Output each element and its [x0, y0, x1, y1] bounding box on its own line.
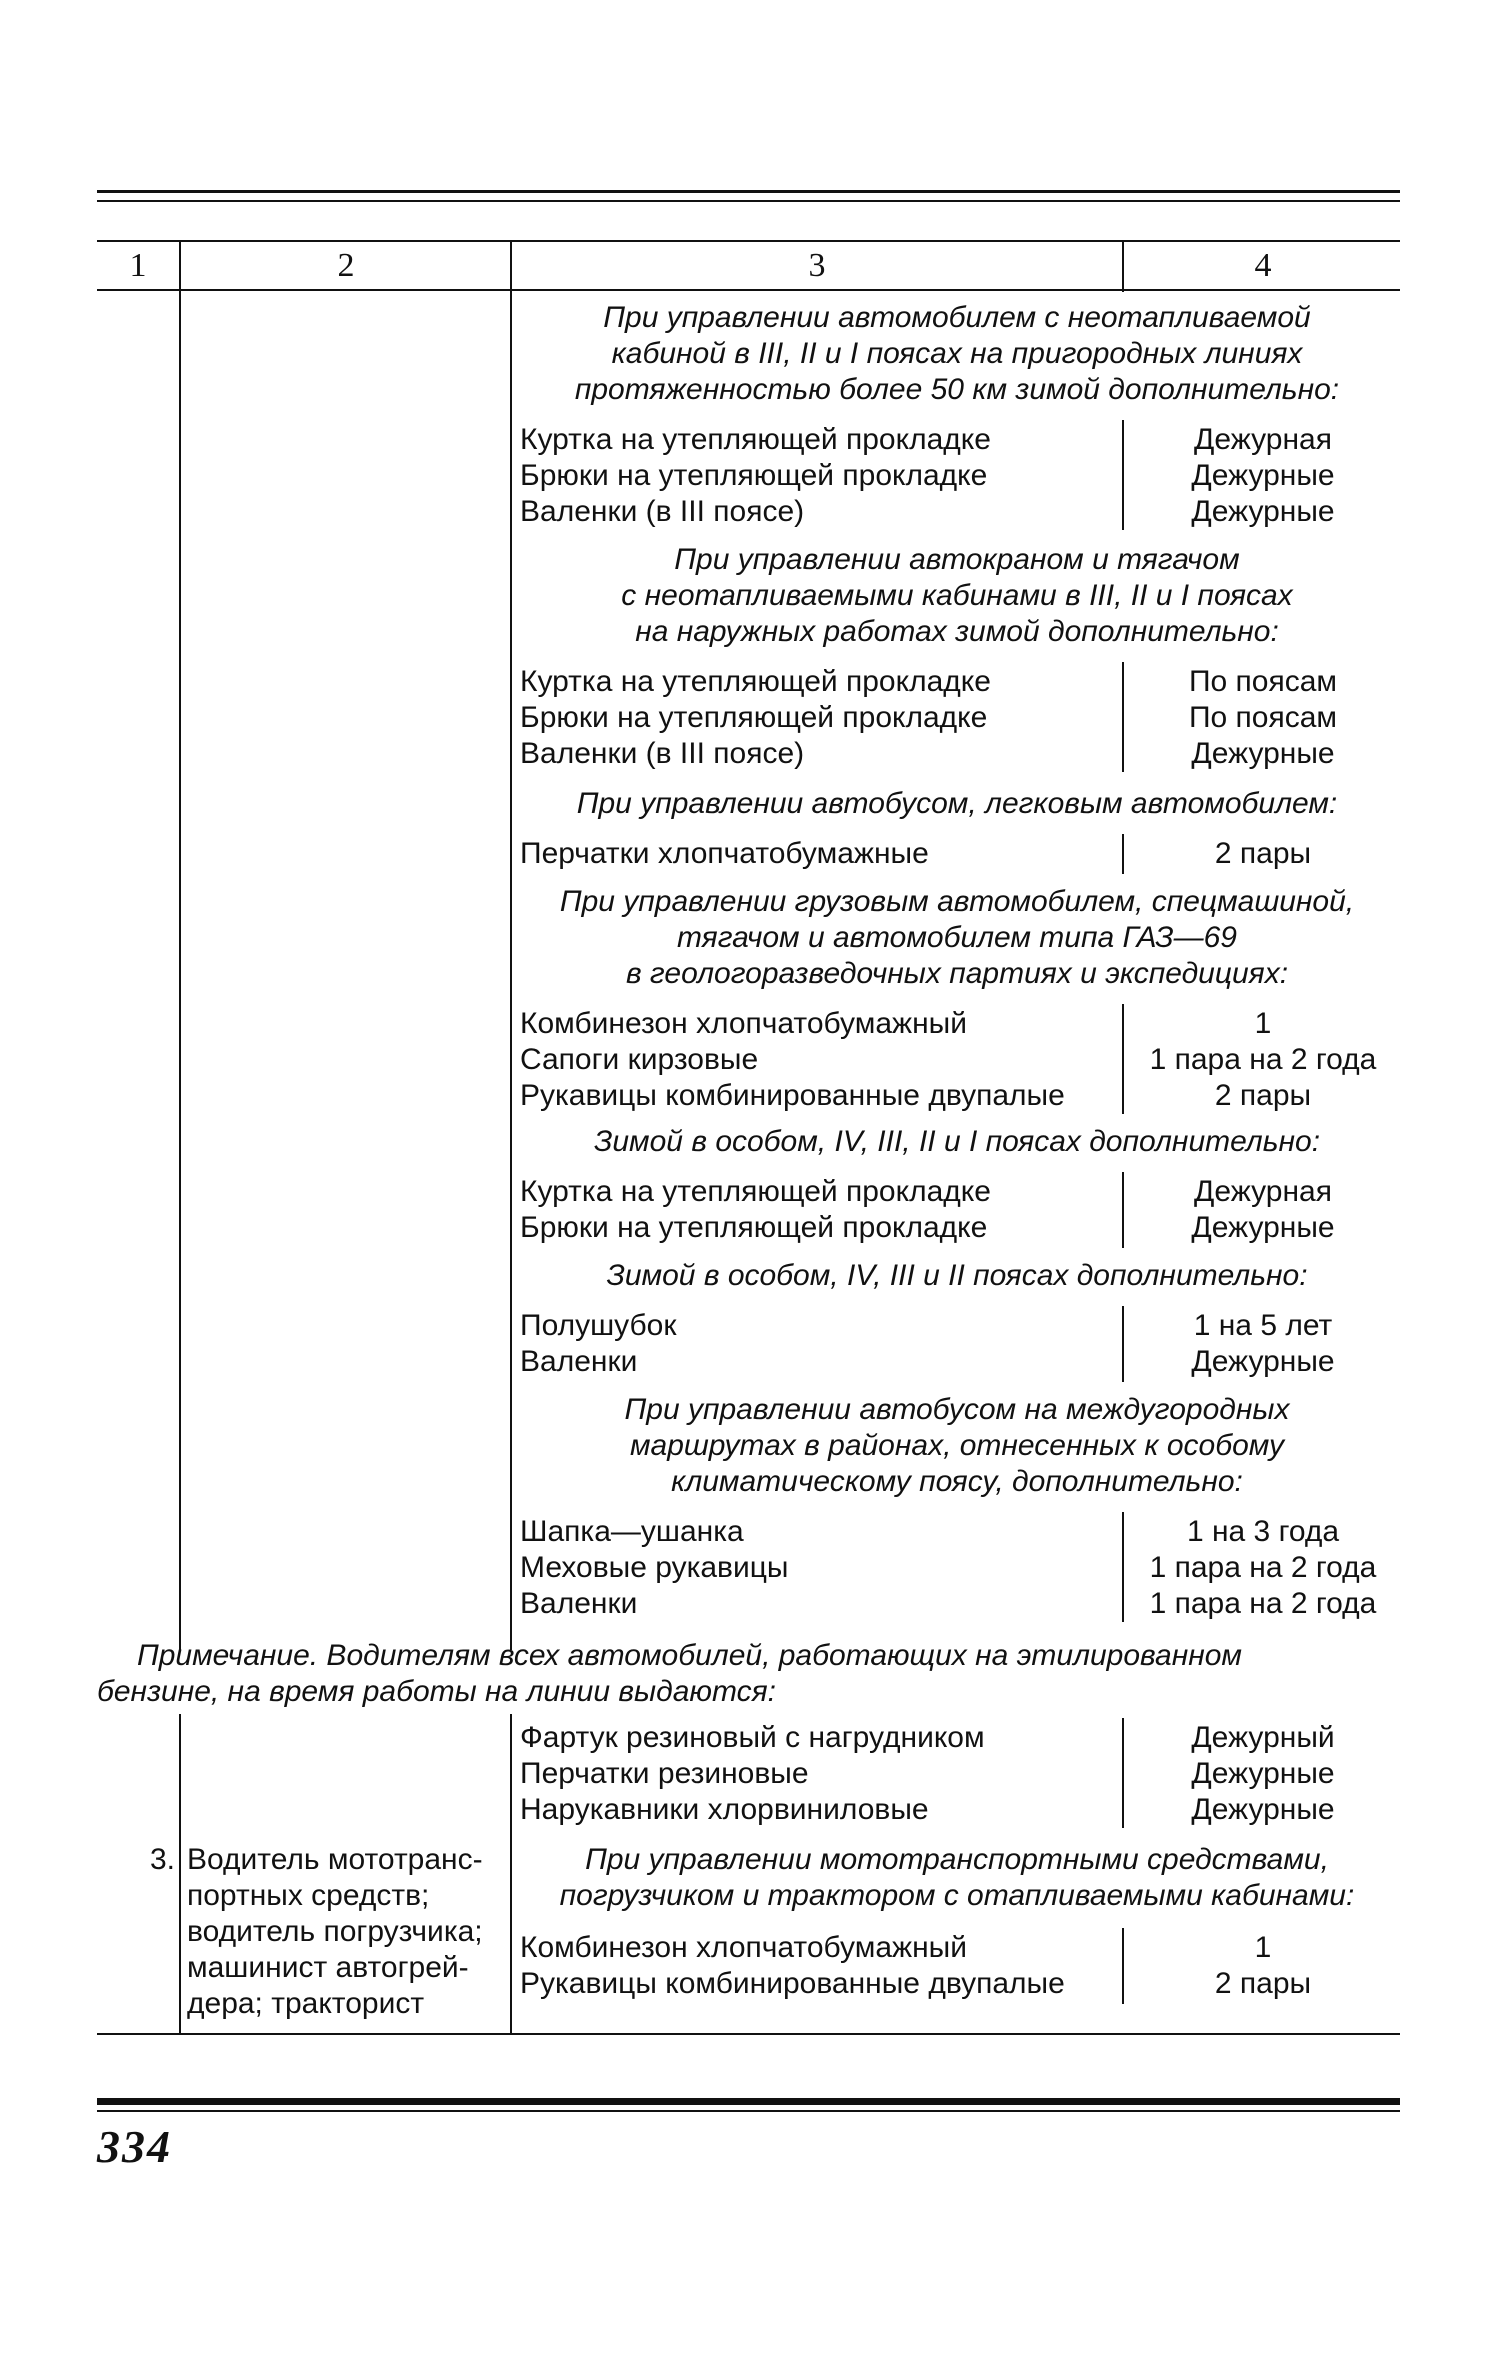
- header-col-4: 4: [1254, 247, 1272, 284]
- item-norms: Дежурная Дежурные: [1191, 1175, 1335, 1244]
- note-item-names: Фартук резиновый с нагрудником Перчатки резиновые Нарукавники хлорвиниловые: [520, 1721, 985, 1826]
- norm-divider: [1122, 1306, 1124, 1382]
- section-heading: При управлении автобусом на междугородных маршрутах в районах, отнесенных к особому климатическому поясу, дополнительно:: [624, 1393, 1290, 1498]
- item-names: Куртка на утепляющей прокладке Брюки на утепляющей прокладке Валенки (в III поясе): [520, 665, 991, 770]
- item-names: Полушубок Валенки: [520, 1309, 677, 1378]
- header-col-3: 3: [808, 247, 826, 284]
- item-norms: 1 1 пара на 2 года 2 пары: [1149, 1007, 1377, 1112]
- top-rule-thin: [97, 200, 1400, 202]
- item-names: Куртка на утепляющей прокладке Брюки на утепляющей прокладке: [520, 1175, 991, 1244]
- col-line-1: [179, 240, 181, 1650]
- note-item-norms: Дежурный Дежурные Дежурные: [1191, 1721, 1335, 1826]
- top-rule-thick: [97, 190, 1400, 193]
- profession: Водитель мототранс- портных средств; водитель погрузчика; машинист автогрей- дера; тракторист: [187, 1843, 483, 2020]
- section-heading: При управлении автомобилем с неотапливаемой кабиной в III, II и I поясах на пригородных линиях протяженностью более 50 км зимой дополнительно:: [574, 301, 1340, 406]
- item-names: Шапка—ушанка Меховые рукавицы Валенки: [520, 1515, 789, 1620]
- item-norms: 1 на 5 лет Дежурные: [1191, 1309, 1335, 1378]
- norm-divider: [1122, 1512, 1124, 1622]
- norm-divider: [1122, 1004, 1124, 1114]
- norm-divider: [1122, 1172, 1124, 1248]
- item-norms: По поясам По поясам Дежурные: [1188, 665, 1338, 770]
- item-norms: 2 пары: [1214, 837, 1312, 870]
- section-heading: Зимой в особом, IV, III и II поясах дополнительно:: [606, 1259, 1308, 1292]
- col-line-5: [1122, 240, 1124, 292]
- footer-rule-thick: [97, 2098, 1400, 2105]
- norm-divider: [1122, 1928, 1124, 2004]
- norm-divider: [1122, 420, 1124, 530]
- item-norms: 1 2 пары: [1214, 1931, 1312, 2000]
- item-names: Куртка на утепляющей прокладке Брюки на утепляющей прокладке Валенки (в III поясе): [520, 423, 991, 528]
- col-line-2: [179, 1714, 181, 2034]
- item-names: Комбинезон хлопчатобумажный Рукавицы комбинированные двупалые: [520, 1931, 1065, 2000]
- section-heading: При управлении мототранспортными средствами, погрузчиком и трактором с отапливаемыми кабинами:: [559, 1843, 1355, 1912]
- header-col-2: 2: [337, 247, 355, 284]
- section-heading: При управлении грузовым автомобилем, спецмашиной, тягачом и автомобилем типа ГАЗ—69 в геологоразведочных партиях и экспедициях:: [559, 885, 1355, 990]
- norm-divider: [1122, 834, 1124, 874]
- item-norms: 1 на 3 года 1 пара на 2 года 1 пара на 2 года: [1149, 1515, 1377, 1620]
- table-bottom-rule: [97, 2033, 1400, 2035]
- section-heading: При управлении автокраном и тягачом с неотапливаемыми кабинами в III, II и I поясах на наружных работах зимой дополнительно:: [621, 543, 1293, 648]
- section-heading: При управлении автобусом, легковым автомобилем:: [576, 787, 1338, 820]
- section-heading: Зимой в особом, IV, III, II и I поясах дополнительно:: [593, 1125, 1321, 1158]
- item-names: Перчатки хлопчатобумажные: [520, 837, 929, 870]
- header-col-1: 1: [129, 247, 147, 284]
- page-number: 334: [97, 2121, 172, 2172]
- row-number: 3.: [149, 1843, 175, 1876]
- norm-divider: [1122, 1718, 1124, 1828]
- item-names: Комбинезон хлопчатобумажный Сапоги кирзовые Рукавицы комбинированные двупалые: [520, 1007, 1065, 1112]
- norm-divider: [1122, 662, 1124, 772]
- footer-rule-thin: [97, 2110, 1400, 2112]
- item-norms: Дежурная Дежурные Дежурные: [1191, 423, 1335, 528]
- note-text: Примечание. Водителям всех автомобилей, работающих на этилированном бензине, на время работы на линии выдаются:: [97, 1639, 1242, 1708]
